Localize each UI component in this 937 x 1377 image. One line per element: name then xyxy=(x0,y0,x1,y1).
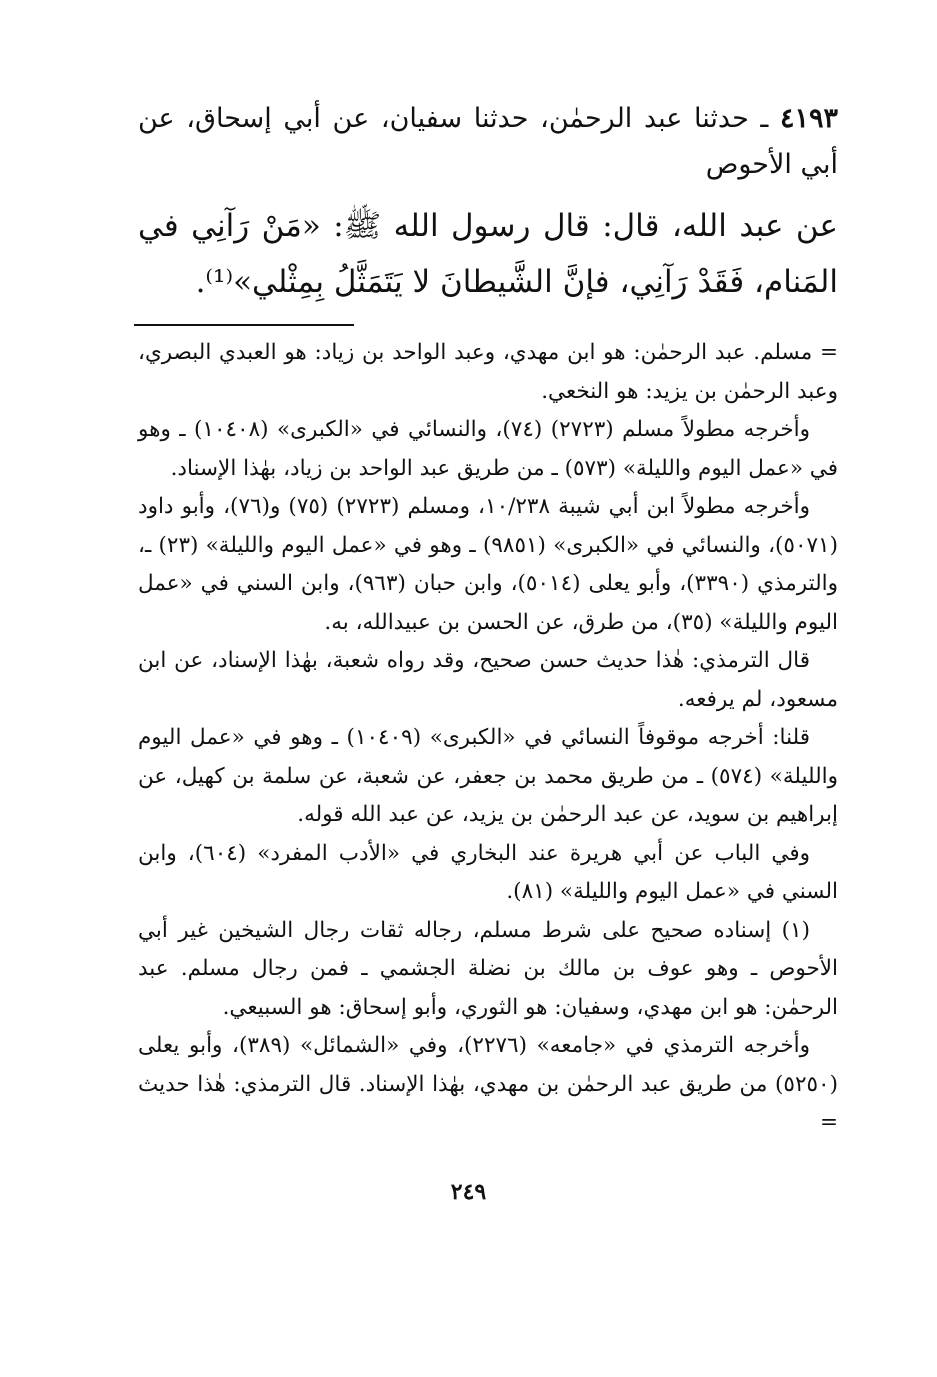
hadith-header xyxy=(138,96,838,188)
hadith-isnad: ـ حدثنا عبد الرحمٰن، حدثنا سفيان، عن أبي إسحاق، عن أبي الأحوص xyxy=(138,103,838,180)
page-body xyxy=(138,96,838,1143)
footnote-paragraph: (١) إسناده صحيح على شرط مسلم، رجاله ثقات رجال الشيخين غير أبي الأحوص ـ وهو عوف بن مالك بن نضلة الجشمي ـ فمن رجال مسلم. عبد الرحمٰن: هو ابن مهدي، وسفيان: هو الثوري، وأبو إسحاق: هو السبيعي. xyxy=(138,917,838,1020)
footnote-divider xyxy=(134,324,354,326)
footnote-paragraph: وأخرجه مطولاً ابن أبي شيبة ١٠/٢٣٨، ومسلم (٢٧٢٣) (٧٥) و(٧٦)، وأبو داود (٥٠٧١)، والنسائي في «الكبرى» (٩٨٥١) ـ وهو في «عمل اليوم والليلة» (٢٣) ـ، والترمذي (٣٣٩٠)، وأبو يعلى (٥٠١٤)، وابن حبان (٩٦٣)، وابن السني في «عمل اليوم والليلة» (٣٥)، من طرق، عن الحسن بن عبيدالله، به. xyxy=(138,494,838,635)
footnote-paragraph: قلنا: أخرجه موقوفاً النسائي في «الكبرى» (١٠٤٠٩) ـ وهو في «عمل اليوم والليلة» (٥٧٤) ـ من طريق محمد بن جعفر، عن شعبة، عن سلمة بن كهيل، عن إبراهيم بن سويد، عن عبد الرحمٰن بن يزيد، عن عبد الله قوله. xyxy=(138,725,838,827)
hadith-number: ٤١٩٣ xyxy=(779,103,838,134)
footnote-paragraph: = مسلم. عبد الرحمٰن: هو ابن مهدي، وعبد الواحد بن زياد: هو العبدي البصري، وعبد الرحمٰن بن يزيد: هو النخعي. xyxy=(138,340,838,404)
footnote-paragraph: وأخرجه مطولاً مسلم (٢٧٢٣) (٧٤)، والنسائي في «الكبرى» (١٠٤٠٨) ـ وهو في «عمل اليوم والليلة» (٥٧٣) ـ من طريق عبد الواحد بن زياد، بهٰذا الإسناد. xyxy=(138,417,838,481)
hadith-matn: عن عبد الله، قال: قال رسول الله ﷺ: «مَنْ رَآنِي في المَنام، فَقَدْ رَآنِي، فإنَّ الشَّيطانَ لا يَتَمَثَّلُ بِمِثْلي»⁽¹⁾. xyxy=(138,208,838,300)
footnote-paragraph: وأخرجه الترمذي في «جامعه» (٢٢٧٦)، وفي «الشمائل» (٣٨٩)، وأبو يعلى (٥٢٥٠) من طريق عبد الرحمٰن بن مهدي، بهٰذا الإسناد. قال الترمذي: هٰذا حديث = xyxy=(138,1033,838,1135)
footnote-paragraph: قال الترمذي: هٰذا حديث حسن صحيح، وقد رواه شعبة، بهٰذا الإسناد، عن ابن مسعود، لم يرفعه. xyxy=(138,648,838,712)
footnotes xyxy=(138,334,838,1143)
footnote-paragraph: وفي الباب عن أبي هريرة عند البخاري في «الأدب المفرد» (٦٠٤)، وابن السني في «عمل اليوم والليلة» (٨١). xyxy=(138,840,838,904)
page-number: ٢٤٩ xyxy=(450,1179,487,1205)
